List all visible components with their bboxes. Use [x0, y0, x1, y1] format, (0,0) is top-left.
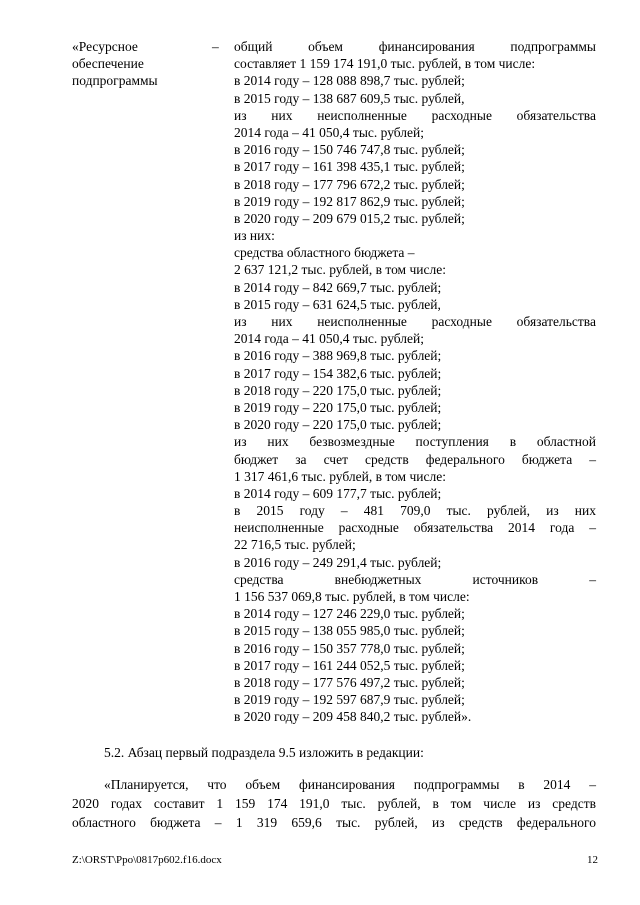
- table-content-line: в 2019 году – 192 597 687,9 тыс. рублей;: [234, 692, 465, 708]
- table-content-line: из них:: [234, 228, 275, 244]
- table-content-line: в 2016 году – 150 746 747,8 тыс. рублей;: [234, 142, 465, 158]
- table-content-line: 2 637 121,2 тыс. рублей, в том числе:: [234, 262, 446, 278]
- table-content-line: в 2014 году – 842 669,7 тыс. рублей;: [234, 279, 442, 295]
- quote-line: 2020 годах составит 1 159 174 191,0 тыс. рублей, в том числе из средств: [72, 795, 596, 811]
- table-content-line: бюджет за счет средств федерального бюджета –: [234, 451, 596, 467]
- table-content-line: в 2018 году – 177 796 672,2 тыс. рублей;: [234, 176, 465, 192]
- table-content-line: в 2014 году – 609 177,7 тыс. рублей;: [234, 485, 442, 501]
- table-content-line: в 2020 году – 209 679 015,2 тыс. рублей;: [234, 210, 465, 226]
- table-label-line: обеспечение: [72, 56, 144, 72]
- table-content-line: 22 716,5 тыс. рублей;: [234, 537, 356, 553]
- quote-paragraph: [72, 776, 596, 832]
- table-content-line: в 2016 году – 249 291,4 тыс. рублей;: [234, 554, 442, 570]
- table-content: [234, 38, 596, 726]
- table-content-line: в 2017 году – 161 244 052,5 тыс. рублей;: [234, 657, 465, 673]
- table-content-line: средства внебюджетных источников –: [234, 571, 596, 587]
- table-content-line: в 2019 году – 220 175,0 тыс. рублей;: [234, 399, 442, 415]
- table-content-line: из них неисполненные расходные обязательства: [234, 107, 596, 123]
- table-content-line: в 2020 году – 209 458 840,2 тыс. рублей».: [234, 709, 472, 725]
- table-content-line: в 2014 году – 128 088 898,7 тыс. рублей;: [234, 73, 465, 89]
- table-content-line: в 2014 году – 127 246 229,0 тыс. рублей;: [234, 606, 465, 622]
- table-content-line: в 2015 году – 138 055 985,0 тыс. рублей;: [234, 623, 465, 639]
- table-content-line: составляет 1 159 174 191,0 тыс. рублей, в том числе:: [234, 56, 536, 72]
- table-content-line: 1 317 461,6 тыс. рублей, в том числе:: [234, 468, 446, 484]
- table-content-line: в 2017 году – 154 382,6 тыс. рублей;: [234, 365, 442, 381]
- page-number: 12: [587, 854, 598, 866]
- table-content-line: неисполненные расходные обязательства 2014 года –: [234, 520, 596, 536]
- table-content-line: в 2018 году – 177 576 497,2 тыс. рублей;: [234, 674, 465, 690]
- table-content-line: в 2018 году – 220 175,0 тыс. рублей;: [234, 382, 442, 398]
- table-content-line: в 2017 году – 161 398 435,1 тыс. рублей;: [234, 159, 465, 175]
- table-label-line: подпрограммы: [72, 73, 158, 89]
- table-content-line: 1 156 537 069,8 тыс. рублей, в том числе:: [234, 589, 470, 604]
- table-label: [72, 38, 192, 90]
- table-content-line: общий объем финансирования подпрограммы: [234, 39, 596, 54]
- table-content-line: 2014 года – 41 050,4 тыс. рублей;: [234, 331, 425, 347]
- table-content-line: в 2015 году – 481 709,0 тыс. рублей, из них: [234, 503, 596, 519]
- paragraph-5-2: 5.2. Абзац первый подраздела 9.5 изложить в редакции:: [104, 745, 424, 760]
- quote-line: областного бюджета – 1 319 659,6 тыс. рублей, из средств федерального: [72, 814, 596, 830]
- table-content-line: из них неисполненные расходные обязательства: [234, 314, 596, 329]
- table-content-line: в 2020 году – 220 175,0 тыс. рублей;: [234, 417, 442, 433]
- table-dash: –: [212, 39, 219, 54]
- table-content-line: в 2015 году – 631 624,5 тыс. рублей,: [234, 296, 441, 312]
- table-content-line: в 2016 году – 388 969,8 тыс. рублей;: [234, 348, 442, 364]
- table-content-line: в 2019 году – 192 817 862,9 тыс. рублей;: [234, 193, 465, 209]
- table-label-line: «Ресурсное: [72, 39, 138, 54]
- table-content-line: 2014 года – 41 050,4 тыс. рублей;: [234, 124, 425, 140]
- table-content-line: средства областного бюджета –: [234, 245, 415, 261]
- table-content-line: в 2015 году – 138 687 609,5 тыс. рублей,: [234, 90, 465, 106]
- table-content-line: в 2016 году – 150 357 778,0 тыс. рублей;: [234, 640, 465, 656]
- footer-file-path: Z:\ORST\Ppo\0817p602.f16.docx: [72, 854, 222, 866]
- quote-line: «Планируется, что объем финансирования подпрограммы в 2014 –: [104, 777, 596, 792]
- table-content-line: из них безвозмездные поступления в областной: [234, 434, 596, 450]
